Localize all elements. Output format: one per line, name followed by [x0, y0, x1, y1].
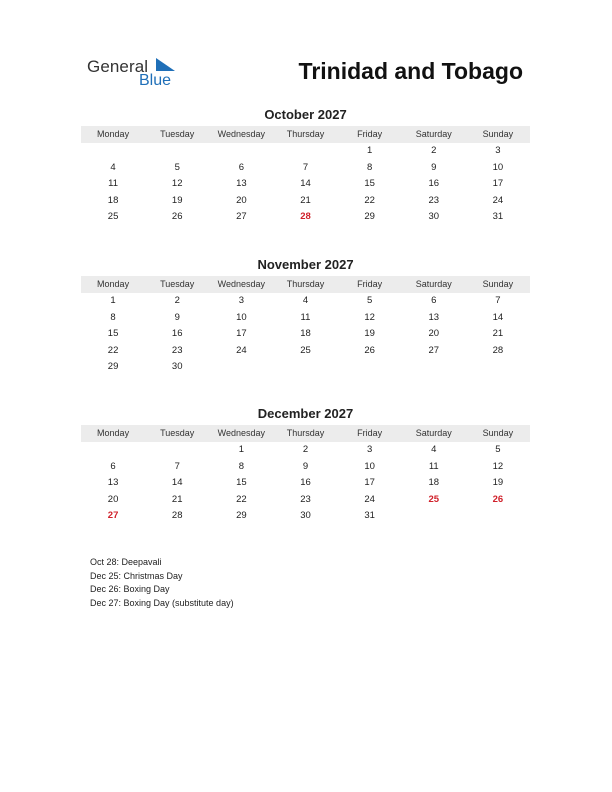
day-cell: 5	[174, 161, 180, 173]
holiday-item: Oct 28: Deepavali	[90, 557, 162, 567]
day-cell: 5	[366, 295, 373, 306]
week-row	[81, 459, 530, 476]
weekday-label: Tuesday	[160, 279, 195, 289]
day-cell: 8	[238, 460, 244, 472]
weekday-label: Thursday	[286, 129, 325, 139]
day-cell: 19	[492, 477, 504, 489]
day-cell: 28	[492, 344, 504, 356]
day-cell: 13	[107, 477, 119, 489]
empty-day-cell	[273, 143, 337, 160]
day-cell: 3	[495, 145, 501, 156]
weekday-label: Wednesday	[217, 129, 266, 139]
day-cell: 22	[364, 194, 375, 206]
day-cell: 11	[428, 460, 439, 472]
week-row	[81, 442, 530, 459]
month-weeks	[81, 143, 530, 226]
day-cell: 1	[110, 295, 116, 306]
day-cell: 6	[431, 295, 437, 306]
day-cell: 19	[171, 194, 183, 206]
empty-day-cell	[402, 508, 466, 525]
weekday-header	[81, 276, 530, 293]
day-cell: 23	[300, 493, 311, 505]
day-cell: 6	[110, 460, 116, 472]
month-title: December 2027	[257, 406, 354, 421]
weekday-label: Friday	[357, 428, 383, 438]
empty-day-cell	[466, 359, 530, 376]
day-cell: 31	[492, 211, 504, 223]
day-cell: 10	[236, 311, 247, 323]
day-cell: 26	[171, 211, 183, 223]
day-cell: 24	[236, 344, 247, 356]
day-cell: 21	[300, 194, 311, 206]
day-cell: 3	[366, 444, 373, 455]
day-cell: 1	[366, 145, 373, 156]
week-row	[81, 326, 530, 343]
day-cell: 21	[492, 328, 504, 340]
weekday-label: Sunday	[482, 129, 514, 139]
day-cell: 31	[364, 510, 375, 522]
day-cell: 30	[428, 211, 440, 223]
day-cell: 17	[236, 328, 247, 340]
day-cell: 1	[238, 444, 244, 455]
day-cell: 16	[428, 178, 440, 190]
month-november	[81, 257, 530, 376]
day-cell: 18	[428, 477, 440, 489]
weekday-label: Saturday	[415, 129, 452, 139]
holiday-item: Dec 27: Boxing Day (substitute day)	[90, 597, 234, 608]
day-cell: 10	[492, 161, 504, 173]
day-cell: 23	[428, 194, 440, 206]
weekday-header	[81, 126, 530, 143]
day-cell: 28	[300, 211, 311, 223]
day-cell: 10	[364, 460, 375, 472]
weekday-label: Wednesday	[217, 428, 266, 438]
month-weeks	[81, 293, 530, 376]
weekday-label: Friday	[357, 279, 383, 289]
day-cell: 30	[171, 361, 183, 373]
week-row	[81, 475, 530, 492]
month-title: November 2027	[257, 257, 354, 272]
day-cell: 8	[110, 311, 116, 323]
week-row	[81, 343, 530, 360]
day-cell: 17	[492, 178, 504, 190]
empty-day-cell	[81, 442, 145, 459]
day-cell: 16	[171, 328, 183, 340]
empty-day-cell	[402, 359, 466, 376]
day-cell: 24	[492, 194, 504, 206]
day-cell: 22	[107, 344, 119, 356]
day-cell: 18	[300, 328, 311, 340]
empty-day-cell	[338, 359, 402, 376]
week-row	[81, 359, 530, 376]
day-cell: 15	[236, 477, 247, 489]
day-cell: 14	[492, 311, 504, 323]
weekday-label: Tuesday	[160, 428, 195, 438]
weekday-label: Thursday	[286, 279, 325, 289]
generalblue-logo	[87, 55, 197, 91]
day-cell: 25	[300, 344, 311, 356]
day-cell: 13	[428, 311, 440, 323]
day-cell: 21	[171, 493, 183, 505]
day-cell: 26	[492, 493, 504, 505]
day-cell: 7	[495, 295, 501, 306]
weekday-label: Sunday	[482, 279, 514, 289]
holiday-list	[90, 556, 234, 610]
day-cell: 25	[428, 493, 440, 505]
week-row	[81, 492, 530, 509]
day-cell: 3	[238, 295, 244, 306]
empty-day-cell	[209, 359, 273, 376]
day-cell: 9	[302, 460, 309, 472]
month-october	[81, 107, 530, 226]
day-cell: 9	[174, 311, 180, 323]
day-cell: 2	[431, 145, 437, 156]
weekday-label: Saturday	[415, 428, 452, 438]
week-row	[81, 176, 530, 193]
week-row	[81, 293, 530, 310]
country-title: Trinidad and Tobago	[298, 58, 523, 84]
week-row	[81, 508, 530, 525]
day-cell: 29	[364, 211, 375, 223]
day-cell: 16	[300, 477, 311, 489]
day-cell: 17	[364, 477, 375, 489]
day-cell: 24	[364, 493, 375, 505]
empty-day-cell	[81, 143, 145, 160]
weekday-label: Monday	[97, 279, 130, 289]
day-cell: 28	[171, 510, 183, 522]
week-row	[81, 209, 530, 226]
weekday-label: Saturday	[415, 279, 452, 289]
weekday-label: Wednesday	[217, 279, 266, 289]
day-cell: 30	[300, 510, 311, 522]
day-cell: 12	[171, 178, 183, 190]
day-cell: 4	[431, 444, 437, 455]
day-cell: 27	[236, 211, 247, 223]
holiday-item: Dec 25: Christmas Day	[90, 570, 183, 581]
empty-day-cell	[209, 143, 273, 160]
month-weeks	[81, 442, 530, 525]
day-cell: 12	[364, 311, 375, 323]
day-cell: 7	[302, 161, 309, 173]
day-cell: 20	[107, 493, 119, 505]
day-cell: 25	[107, 211, 119, 223]
day-cell: 13	[236, 178, 247, 190]
day-cell: 7	[174, 460, 180, 472]
week-row	[81, 143, 530, 160]
day-cell: 4	[110, 161, 116, 173]
week-row	[81, 310, 530, 327]
day-cell: 5	[495, 444, 501, 455]
day-cell: 19	[364, 328, 375, 340]
day-cell: 20	[236, 194, 247, 206]
day-cell: 29	[107, 361, 119, 373]
empty-day-cell	[466, 508, 530, 525]
weekday-label: Sunday	[482, 428, 514, 438]
month-december	[81, 406, 530, 525]
week-row	[81, 160, 530, 177]
day-cell: 4	[302, 295, 309, 306]
day-cell: 29	[236, 510, 247, 522]
day-cell: 9	[431, 161, 437, 173]
day-cell: 11	[108, 178, 118, 190]
week-row	[81, 193, 530, 210]
day-cell: 6	[238, 161, 244, 173]
day-cell: 26	[364, 344, 375, 356]
holiday-item: Dec 26: Boxing Day	[90, 584, 170, 595]
empty-day-cell	[145, 143, 209, 160]
day-cell: 2	[302, 444, 309, 455]
month-title: October 2027	[264, 107, 347, 122]
weekday-label: Monday	[97, 129, 130, 139]
day-cell: 11	[300, 311, 311, 323]
empty-day-cell	[273, 359, 337, 376]
weekday-label: Friday	[357, 129, 383, 139]
day-cell: 23	[171, 344, 183, 356]
day-cell: 20	[428, 328, 440, 340]
weekday-header	[81, 425, 530, 442]
day-cell: 27	[428, 344, 440, 356]
weekday-label: Thursday	[286, 428, 325, 438]
day-cell: 22	[236, 493, 247, 505]
logo-word-general: General	[87, 57, 149, 76]
logo-word-blue: Blue	[139, 72, 172, 89]
day-cell: 14	[171, 477, 183, 489]
logo-flag-icon	[156, 58, 176, 72]
day-cell: 12	[492, 460, 504, 472]
day-cell: 27	[107, 510, 119, 522]
day-cell: 14	[300, 178, 311, 190]
day-cell: 15	[107, 328, 119, 340]
weekday-label: Monday	[97, 428, 130, 438]
day-cell: 18	[107, 194, 119, 206]
day-cell: 2	[174, 295, 180, 306]
day-cell: 8	[366, 161, 373, 173]
day-cell: 15	[364, 178, 375, 190]
empty-day-cell	[145, 442, 209, 459]
weekday-label: Tuesday	[160, 129, 195, 139]
